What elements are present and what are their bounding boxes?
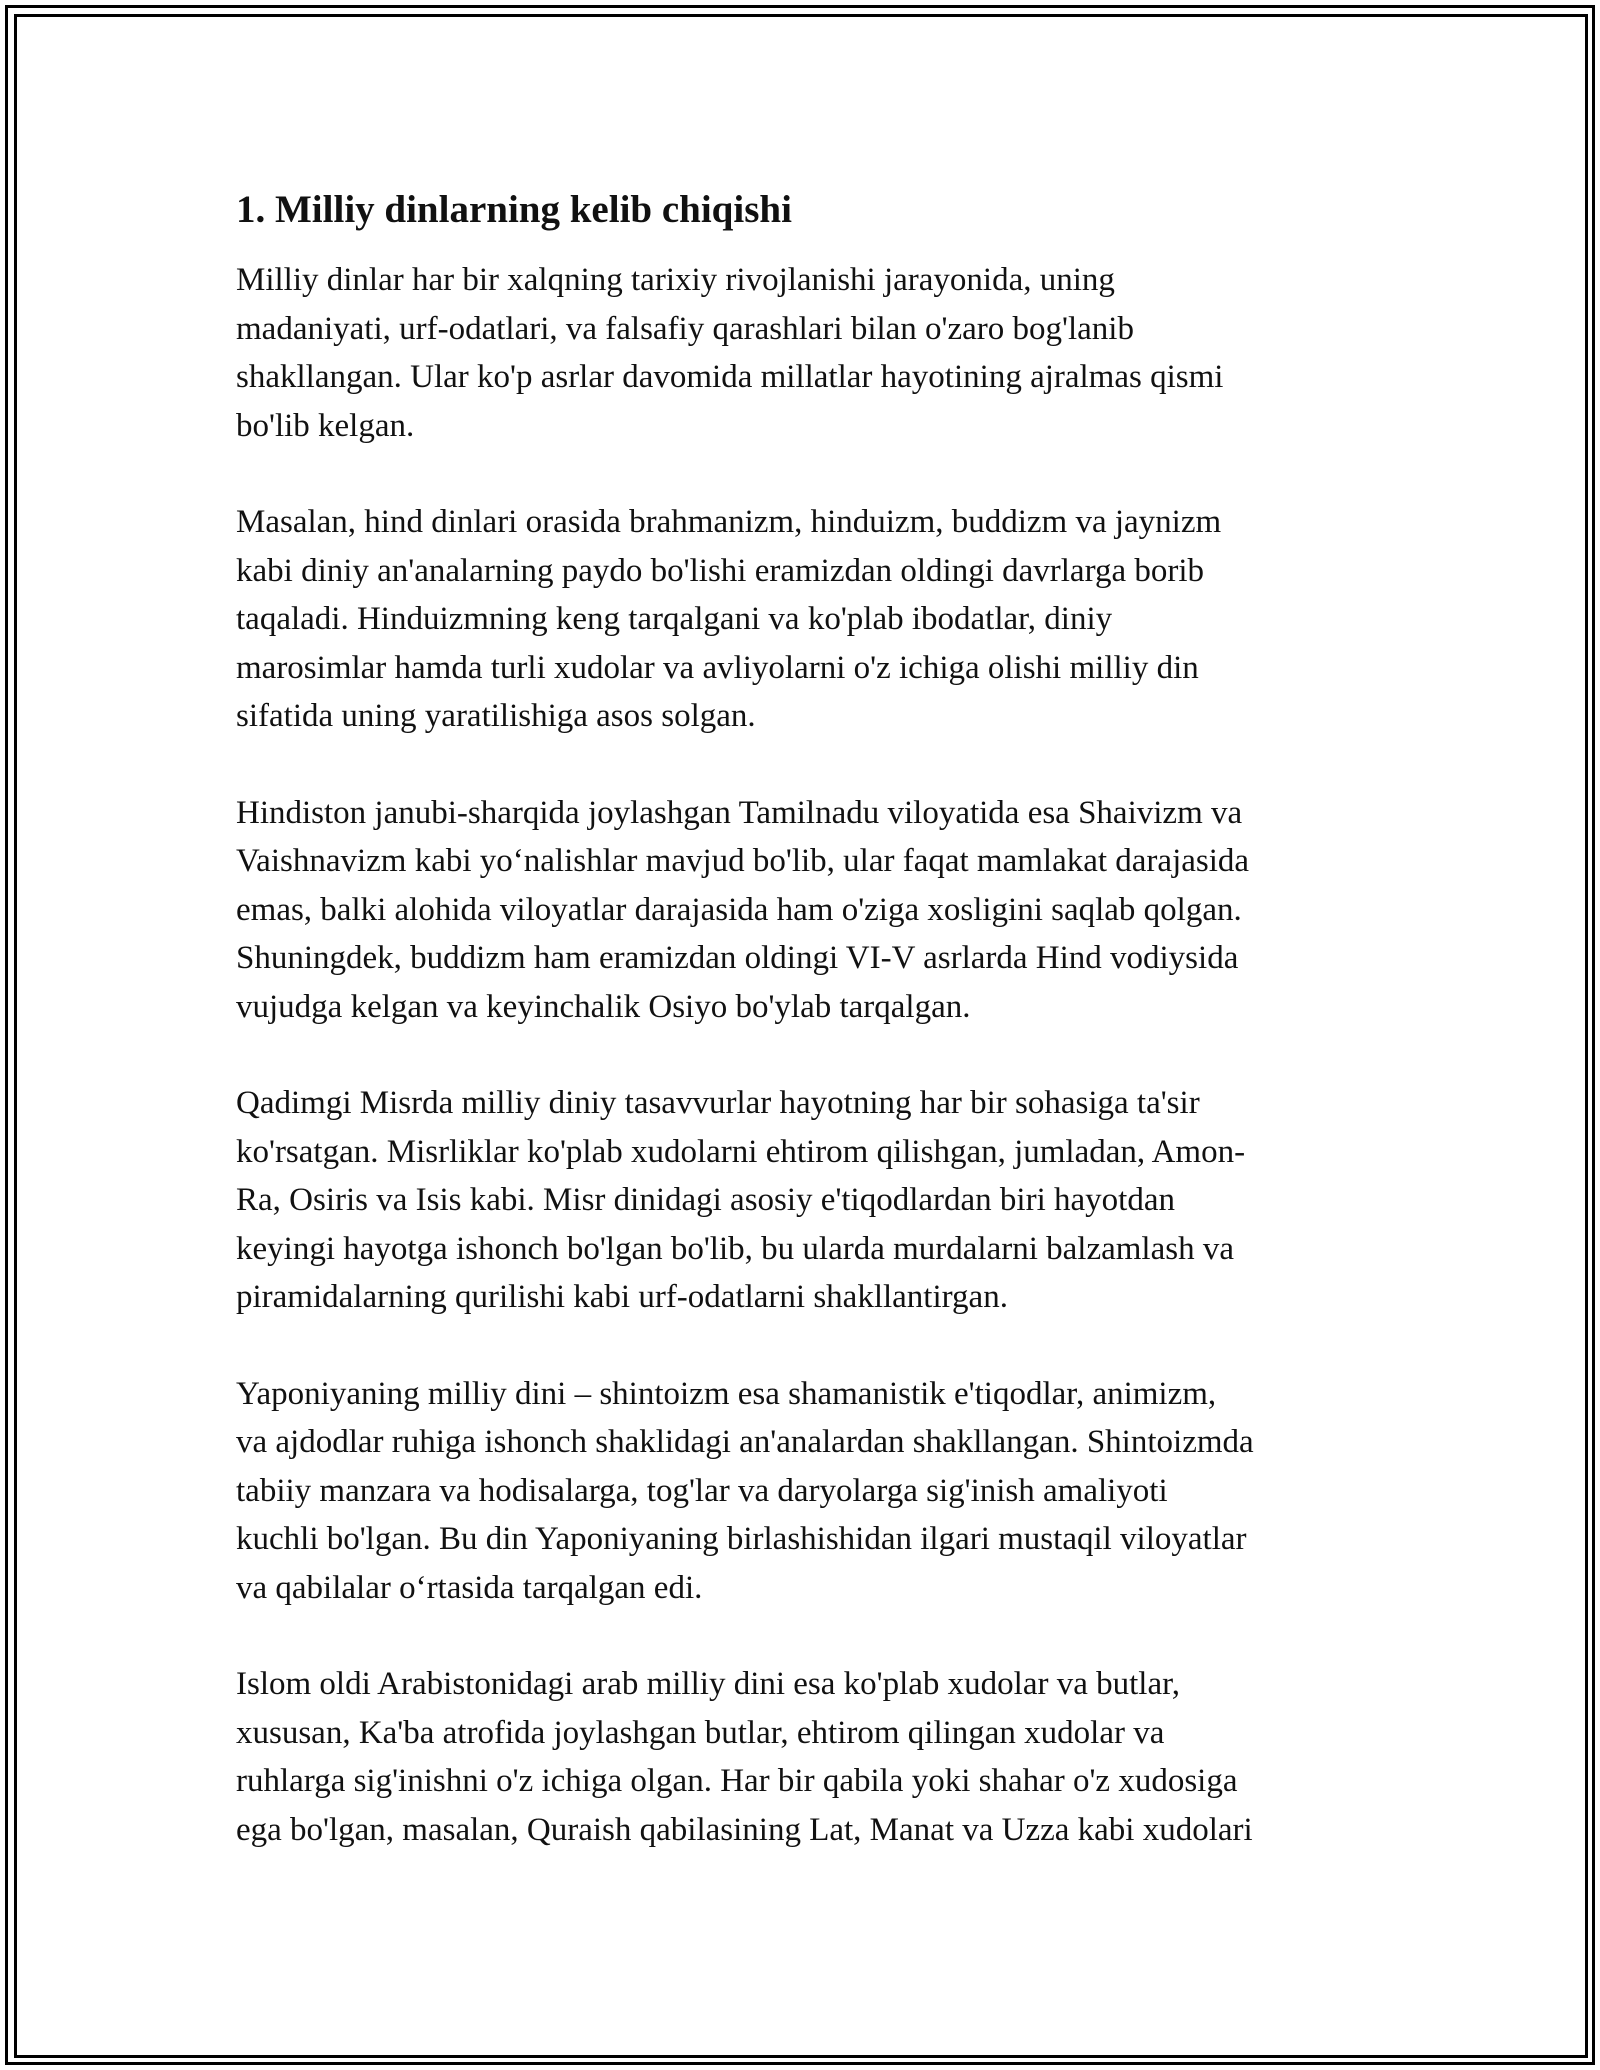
text-line: marosimlar hamda turli xudolar va avliyolarni o'z ichiga olishi milliy din [236,649,1199,686]
text-line: keyingi hayotga ishonch bo'lgan bo'lib, bu ularda murdalarni balzamlash va [236,1230,1234,1267]
text-line: sifatida uning yaratilishiga asos solgan. [236,698,756,734]
text-line: Shuningdek, buddizm ham eramizdan oldingi VI-V asrlarda Hind vodiysida [236,940,1239,976]
paragraph-6 [236,1660,1386,1854]
text-line: ega bo'lgan, masalan, Quraish qabilasining Lat, Manat va Uzza kabi xudolari [236,1811,1253,1848]
paragraph-5 [236,1370,1386,1613]
paragraph-1 [236,256,1386,450]
text-line: piramidalarning qurilishi kabi urf-odatlarni shakllantirgan. [236,1279,1008,1315]
text-line: xususan, Ka'ba atrofida joylashgan butlar, ehtirom qilingan xudolar va [236,1714,1165,1751]
text-line: Yaponiyaning milliy dini – shintoizm esa shamanistik e'tiqodlar, animizm, [236,1375,1217,1412]
text-line: kabi diniy an'analarning paydo bo'lishi eramizdan oldingi davrlarga borib [236,552,1205,589]
text-line: taqaladi. Hinduizmning keng tarqalgani va ko'plab ibodatlar, diniy [236,601,1113,637]
text-line: va qabilalar o‘rtasida tarqalgan edi. [236,1569,703,1606]
text-line: kuchli bo'lgan. Bu din Yaponiyaning birlashishidan ilgari mustaqil viloyatlar [236,1521,1247,1557]
text-line: ruhlarga sig'inishni o'z ichiga olgan. Har bir qabila yoki shahar o'z xudosiga [236,1763,1238,1799]
section-heading: 1. Milliy dinlarning kelib chiqishi [236,188,792,231]
text-line: emas, balki alohida viloyatlar darajasida ham o'ziga xosligini saqlab qolgan. [236,891,1242,928]
text-line: shakllangan. Ular ko'p asrlar davomida millatlar hayotining ajralmas qismi [236,359,1224,395]
paragraph-3 [236,789,1386,1032]
document-body [236,184,1386,1902]
text-line: Hindiston janubi-sharqida joylashgan Tamilnadu viloyatida esa Shaivizm va [236,794,1243,831]
text-line: bo'lib kelgan. [236,407,415,444]
text-line: Ra, Osiris va Isis kabi. Misr dinidagi asosiy e'tiqodlardan biri hayotdan [236,1182,1175,1218]
text-line: ko'rsatgan. Misrliklar ko'plab xudolarni ehtirom qilishgan, jumladan, Amon- [236,1133,1246,1170]
text-line: va ajdodlar ruhiga ishonch shaklidagi an'analardan shakllangan. Shintoizmda [236,1424,1254,1460]
text-line: vujudga kelgan va keyinchalik Osiyo bo'ylab tarqalgan. [236,988,971,1025]
text-line: Masalan, hind dinlari orasida brahmanizm, hinduizm, buddizm va jaynizm [236,504,1222,540]
paragraph-4 [236,1079,1386,1322]
text-line: Milliy dinlar har bir xalqning tarixiy rivojlanishi jarayonida, uning [236,262,1115,298]
text-line: Islom oldi Arabistonidagi arab milliy dini esa ko'plab xudolar va butlar, [236,1666,1181,1702]
text-line: madaniyati, urf-odatlari, va falsafiy qarashlari bilan o'zaro bog'lanib [236,310,1134,347]
text-line: Qadimgi Misrda milliy diniy tasavvurlar hayotning har bir sohasiga ta'sir [236,1085,1200,1121]
text-line: Vaishnavizm kabi yo‘nalishlar mavjud bo'lib, ular faqat mamlakat darajasida [236,843,1250,879]
text-line: tabiiy manzara va hodisalarga, tog'lar va daryolarga sig'inish amaliyoti [236,1472,1168,1509]
paragraph-2 [236,498,1386,741]
